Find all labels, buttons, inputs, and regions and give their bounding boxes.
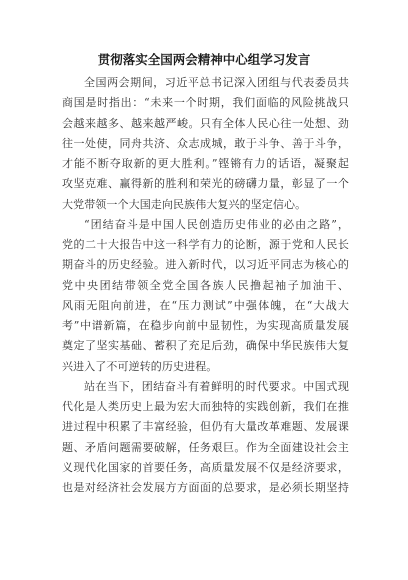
body-line: 商国是时指出：“未来一个时期，我们面临的风险挑战只 [62,96,349,110]
document-body [62,73,349,498]
body-line: 考”中谱新篇，在稳步向前中显韧性，为实现高质量发展 [62,319,349,332]
body-line: 兴进入了不可逆转的历史进程。 [62,359,218,373]
body-line: 风雨无阻向前进，在“压力测试”中强体魄，在“大战大 [62,298,349,312]
document-title: 贯彻落实全国两会精神中心组学习发言 [97,52,311,67]
body-line: 会越来越多、越来越严峻。只有全体人民心往一处想、劲 [62,116,349,130]
body-line: 代化是人类历史上最为宏大而独特的实践创新，我们在推 [62,400,349,413]
body-line: 站在当下，团结奋斗有着鲜明的时代要求。中国式现 [84,379,349,393]
body-line: 义现代化国家的首要任务，高质量发展不仅是经济要求， [62,460,349,474]
body-line: 往一处使，同舟共济、众志成城，敢于斗争、善于斗争， [62,136,349,150]
body-line: 党的二十大报告中这一科学有力的论断，源于党和人民长 [62,238,349,251]
body-line: 题、矛盾问题需要破解，任务艰巨。作为全面建设社会主 [62,440,349,454]
body-line: 才能不断夺取新的更大胜利。”铿锵有力的话语，凝聚起 [62,157,349,170]
body-line: 党中央团结带领全党全国各族人民撸起袖子加油干、 [62,278,349,292]
body-line: 也是对经济社会发展方方面面的总要求，是必须长期坚持 [62,481,349,494]
body-line: 进过程中积累了丰富经验，但仍有大量改革难题、发展课 [62,420,349,434]
body-line: 大党带领一个大国走向民族伟大复兴的坚定信心。 [62,197,307,211]
body-line: 奠定了坚实基础、蓄积了充足后劲，确保中华民族伟大复 [62,339,349,353]
body-line: 攻坚克难、赢得新的胜利和荣光的磅礴力量，彰显了一个 [62,177,349,191]
body-line: “团结奋斗是中国人民创造历史伟业的必由之路”， [84,217,349,231]
body-line: 全国两会期间，习近平总书记深入团组与代表委员共 [84,76,349,89]
body-line: 期奋斗的历史经验。进入新时代，以习近平同志为核心的 [62,258,349,272]
